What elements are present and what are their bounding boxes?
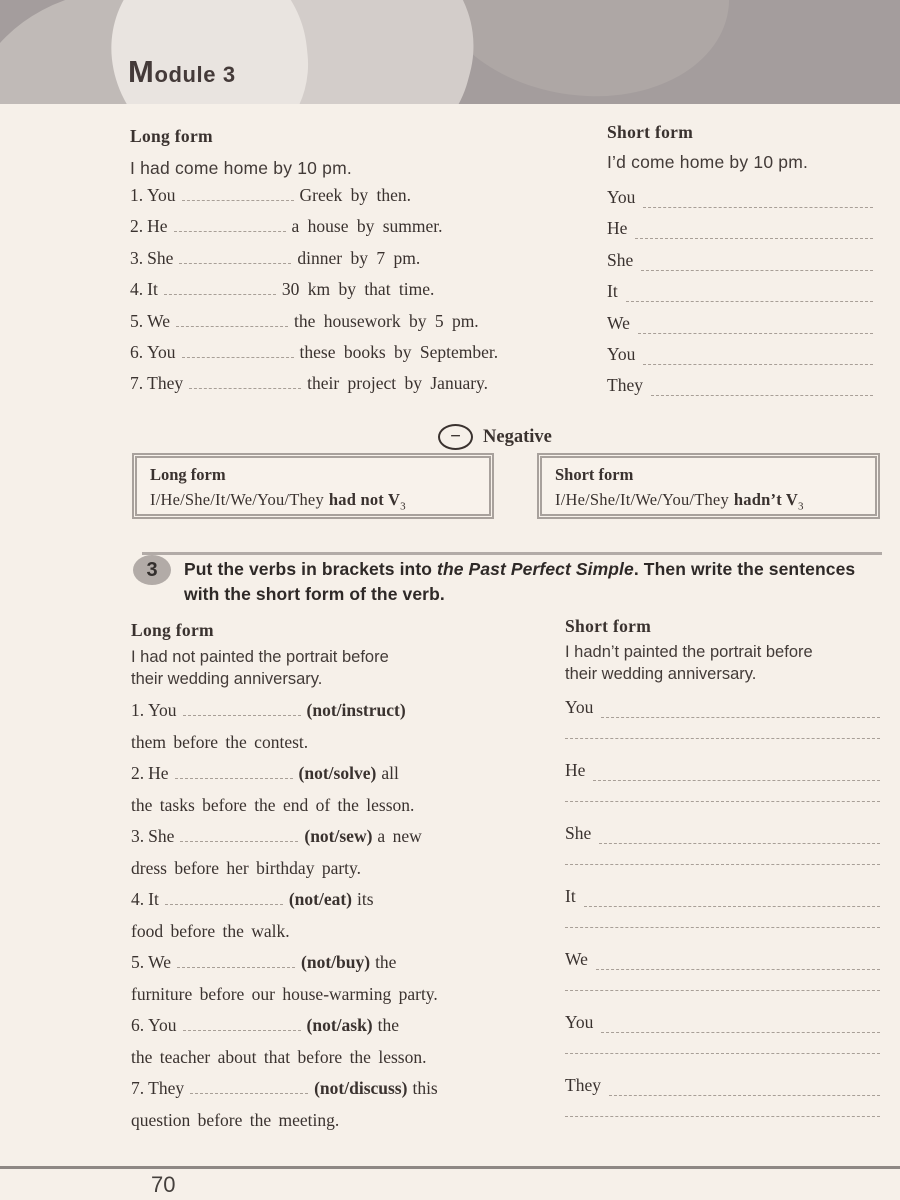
answer-block xyxy=(565,697,880,760)
verb-hint: (not/eat) xyxy=(288,889,353,909)
answer-row: They xyxy=(607,375,873,396)
long-form-heading: Long form xyxy=(130,126,213,146)
short-form-column xyxy=(607,122,873,173)
footer-rule-line xyxy=(0,1166,900,1169)
answer-row: It xyxy=(565,886,880,907)
answer-row: They xyxy=(565,1075,880,1096)
exercise-item: 3. She (not/sew) a new dress before her birthday party. xyxy=(131,826,422,878)
answer-block xyxy=(565,1012,880,1075)
verb-hint: (not/sew) xyxy=(304,826,373,846)
module-title-rest: odule 3 xyxy=(154,62,236,87)
module-header xyxy=(0,0,900,104)
answer-line xyxy=(609,1079,880,1096)
answer-row: We xyxy=(565,949,880,970)
box-rule: I/He/She/It/We/You/They hadn’t $V_3$ xyxy=(555,490,804,513)
answer-line xyxy=(593,764,880,781)
answer-line xyxy=(643,191,873,208)
box-heading: Long form xyxy=(150,465,226,484)
answer-row: You xyxy=(607,187,873,208)
exercise-item: 1. You Greek by then. xyxy=(130,185,412,205)
answer-line xyxy=(643,348,873,365)
answer-blank xyxy=(190,1080,308,1094)
exercise-item: 6. You these books by September. xyxy=(130,341,499,362)
short-form-answer-list xyxy=(607,187,873,407)
answer-line xyxy=(565,864,880,865)
answer-line xyxy=(641,254,873,271)
minus-icon: − xyxy=(438,424,473,450)
answer-row: We xyxy=(607,313,873,334)
answer-blank xyxy=(183,1017,301,1031)
exercise-item: 7. They their project by January. xyxy=(130,373,489,394)
exercise-item: 2. He a house by summer. xyxy=(130,216,443,237)
ex3-short-form-example: I hadn’t painted the portrait before their wedding anniversary. xyxy=(565,643,813,683)
short-form-example: I’d come home by 10 pm. xyxy=(607,152,809,172)
answer-block xyxy=(565,760,880,823)
exercise-item: 5. We the housework by 5 pm. xyxy=(130,310,479,331)
ex3-short-form-column xyxy=(565,616,880,685)
answer-line xyxy=(596,953,880,970)
answer-blank xyxy=(182,344,294,358)
answer-line xyxy=(584,890,880,907)
ex3-long-item-list xyxy=(131,700,561,1141)
answer-blank xyxy=(180,828,298,842)
exercise-item: 7. They (not/discuss) this question before the meeting. xyxy=(131,1078,438,1130)
answer-line xyxy=(565,1116,880,1117)
verb-hint: (not/instruct) xyxy=(306,700,406,720)
verb-hint: (not/solve) xyxy=(298,763,377,783)
exercise-number-badge: 3 xyxy=(133,555,171,585)
answer-line xyxy=(601,1016,880,1033)
answer-line xyxy=(565,738,880,739)
answer-blank xyxy=(189,375,301,389)
exercise-item: 1. You (not/instruct) them before the contest. xyxy=(131,700,406,752)
long-form-example: I had come home by 10 pm. xyxy=(130,158,352,178)
negative-label-row xyxy=(438,424,552,450)
answer-row: He xyxy=(607,218,873,239)
answer-line xyxy=(565,801,880,802)
answer-blank xyxy=(182,187,294,201)
verb-hint: (not/buy) xyxy=(301,952,371,972)
answer-line xyxy=(626,285,873,302)
answer-block xyxy=(565,1075,880,1138)
answer-blank xyxy=(165,891,283,905)
grammar-term: the Past Perfect Simple xyxy=(437,559,634,579)
exercise-divider-line xyxy=(142,552,882,555)
long-form-item-list xyxy=(130,185,560,405)
answer-blank xyxy=(179,250,291,264)
answer-row: You xyxy=(565,1012,880,1033)
ex3-short-form-heading: Short form xyxy=(565,616,652,636)
exercise-item: 6. You (not/ask) the the teacher about that before the lesson. xyxy=(131,1015,427,1067)
exercise-item: 2. He (not/solve) all the tasks before the end of the lesson. xyxy=(131,763,415,815)
answer-row: You xyxy=(565,697,880,718)
negative-long-form-box xyxy=(132,453,494,519)
ex3-long-form-example: I had not painted the portrait before their wedding anniversary. xyxy=(131,648,389,688)
answer-line xyxy=(565,927,880,928)
answer-line xyxy=(651,379,873,396)
short-form-heading: Short form xyxy=(607,122,694,142)
answer-row: It xyxy=(607,281,873,302)
answer-block xyxy=(565,949,880,1012)
ex3-short-answer-list xyxy=(565,697,880,1138)
answer-block xyxy=(565,886,880,949)
box-heading: Short form xyxy=(555,465,634,484)
verb-hint: (not/discuss) xyxy=(314,1078,408,1098)
exercise-item: 4. It 30 km by that time. xyxy=(130,279,435,300)
answer-block xyxy=(565,823,880,886)
answer-blank xyxy=(176,313,288,327)
answer-blank xyxy=(177,954,295,968)
answer-line xyxy=(638,317,873,334)
module-title xyxy=(128,54,236,90)
answer-line xyxy=(601,701,880,718)
answer-row: You xyxy=(607,344,873,365)
exercise-instruction: Put the verbs in brackets into the Past Perfect Simple. Then write the sentences with the short form of the verb. xyxy=(184,559,856,604)
exercise-item: 3. She dinner by 7 pm. xyxy=(130,247,421,268)
answer-row: She xyxy=(607,250,873,271)
answer-blank xyxy=(174,218,286,232)
answer-line xyxy=(599,827,880,844)
answer-line xyxy=(565,990,880,991)
module-title-initial: M xyxy=(128,54,155,89)
answer-row: He xyxy=(565,760,880,781)
answer-line xyxy=(635,222,873,239)
page-number: 70 xyxy=(151,1172,176,1197)
answer-line xyxy=(565,1053,880,1054)
ex3-long-form-heading: Long form xyxy=(131,620,214,640)
exercise-item: 4. It (not/eat) its food before the walk. xyxy=(131,889,374,941)
exercise-item: 5. We (not/buy) the furniture before our house-warming party. xyxy=(131,952,438,1004)
answer-blank xyxy=(164,281,276,295)
negative-label: Negative xyxy=(483,426,552,447)
negative-short-form-box xyxy=(537,453,880,519)
answer-blank xyxy=(175,765,293,779)
verb-hint: (not/ask) xyxy=(306,1015,373,1035)
box-rule: I/He/She/It/We/You/They had not $V_3$ xyxy=(150,490,406,513)
answer-blank xyxy=(183,702,301,716)
answer-row: She xyxy=(565,823,880,844)
